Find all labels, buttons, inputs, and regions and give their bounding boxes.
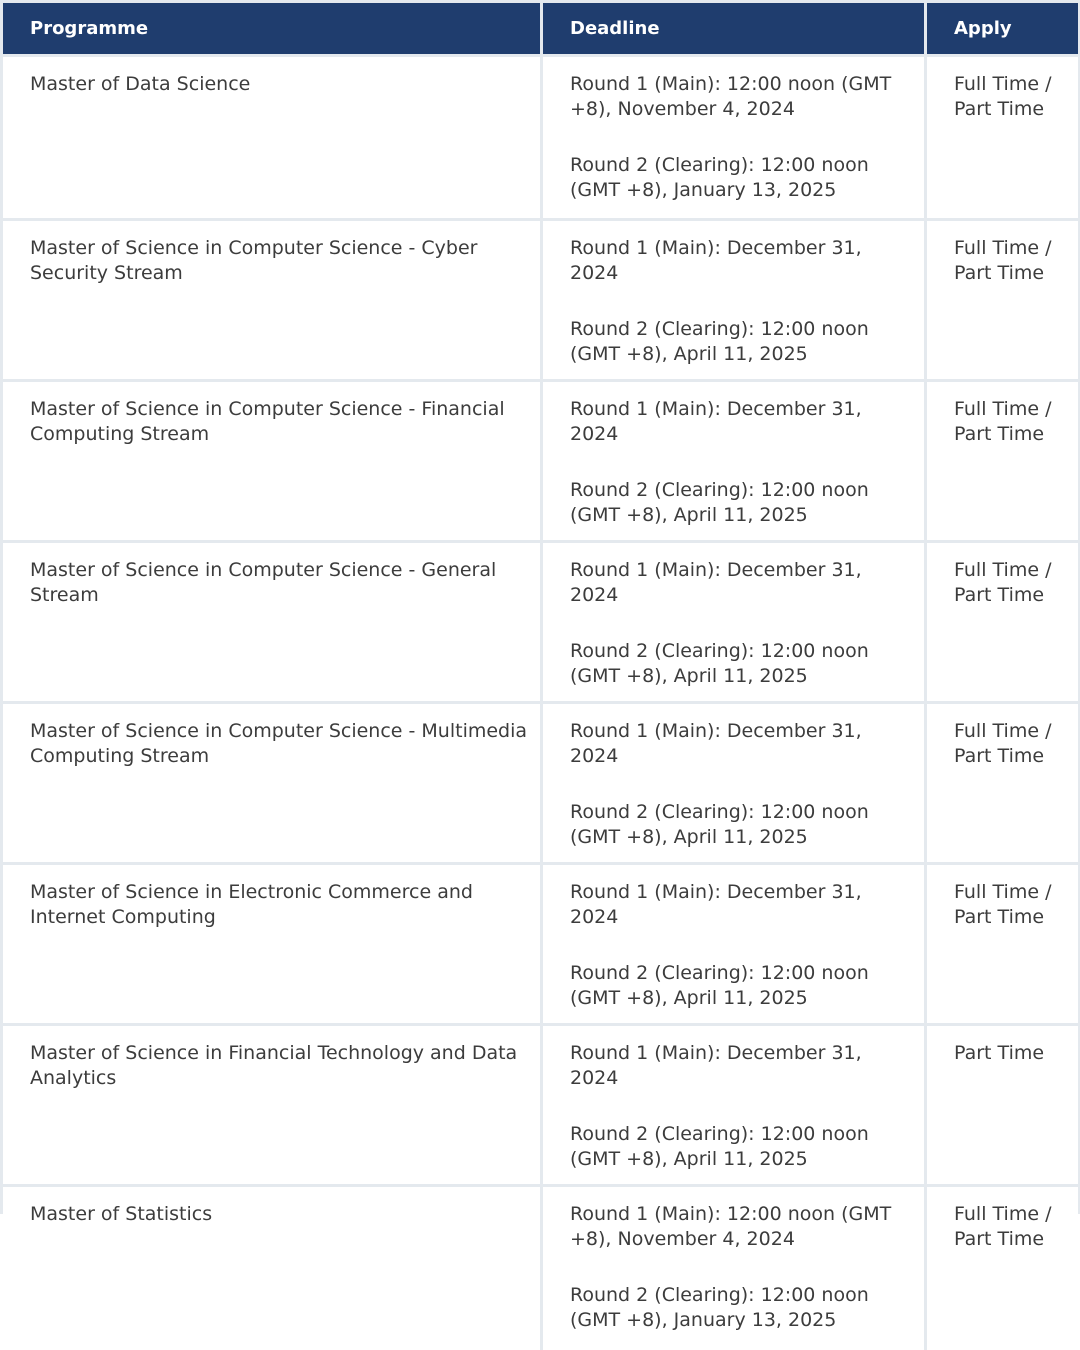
table-row [3, 57, 1078, 221]
round1-deadline: Round 1 (Main): December 31, 2024 [570, 1042, 862, 1089]
round2-deadline: Round 2 (Clearing): 12:00 noon (GMT +8), April 11, 2025 [570, 801, 869, 848]
round1-deadline: Round 1 (Main): 12:00 noon (GMT +8), November 4, 2024 [570, 73, 892, 120]
programme-cell: Master of Data Science [3, 57, 543, 221]
deadline-cell [543, 543, 927, 704]
table-row [3, 382, 1078, 543]
programme-cell: Master of Statistics [3, 1187, 543, 1350]
header-apply: Apply [927, 3, 1078, 57]
round2-deadline: Round 2 (Clearing): 12:00 noon (GMT +8), April 11, 2025 [570, 640, 869, 687]
table-row [3, 1187, 1078, 1350]
round1-deadline: Round 1 (Main): December 31, 2024 [570, 398, 862, 445]
table-row [3, 543, 1078, 704]
deadline-cell [543, 1026, 927, 1187]
table-header-row [3, 3, 1078, 57]
round2-deadline: Round 2 (Clearing): 12:00 noon (GMT +8), April 11, 2025 [570, 479, 869, 526]
table-row [3, 865, 1078, 1026]
round2-deadline: Round 2 (Clearing): 12:00 noon (GMT +8), January 13, 2025 [570, 154, 869, 201]
round1-deadline: Round 1 (Main): December 31, 2024 [570, 559, 862, 606]
programme-cell: Master of Science in Computer Science - Financial Computing Stream [3, 382, 543, 543]
round1-deadline: Round 1 (Main): December 31, 2024 [570, 881, 862, 928]
programme-cell: Master of Science in Financial Technology and Data Analytics [3, 1026, 543, 1187]
deadline-cell [543, 382, 927, 543]
round1-deadline: Round 1 (Main): 12:00 noon (GMT +8), November 4, 2024 [570, 1203, 892, 1250]
apply-cell: Full Time / Part Time [927, 704, 1078, 865]
apply-cell: Full Time / Part Time [927, 865, 1078, 1026]
apply-cell: Full Time / Part Time [927, 382, 1078, 543]
table-row [3, 221, 1078, 382]
round1-deadline: Round 1 (Main): December 31, 2024 [570, 237, 862, 284]
programme-cell: Master of Science in Electronic Commerce and Internet Computing [3, 865, 543, 1026]
apply-cell: Full Time / Part Time [927, 57, 1078, 221]
header-deadline: Deadline [543, 3, 927, 57]
programme-cell: Master of Science in Computer Science - Multimedia Computing Stream [3, 704, 543, 865]
apply-cell: Full Time / Part Time [927, 221, 1078, 382]
round2-deadline: Round 2 (Clearing): 12:00 noon (GMT +8), April 11, 2025 [570, 318, 869, 365]
deadline-cell [543, 704, 927, 865]
programme-cell: Master of Science in Computer Science - General Stream [3, 543, 543, 704]
apply-cell: Full Time / Part Time [927, 1187, 1078, 1350]
header-programme: Programme [3, 3, 543, 57]
deadline-cell [543, 865, 927, 1026]
apply-cell: Part Time [927, 1026, 1078, 1187]
apply-cell: Full Time / Part Time [927, 543, 1078, 704]
deadline-cell [543, 1187, 927, 1350]
programme-cell: Master of Science in Computer Science - Cyber Security Stream [3, 221, 543, 382]
round2-deadline: Round 2 (Clearing): 12:00 noon (GMT +8), April 11, 2025 [570, 962, 869, 1009]
table-row [3, 704, 1078, 865]
round2-deadline: Round 2 (Clearing): 12:00 noon (GMT +8), January 13, 2025 [570, 1284, 869, 1331]
round2-deadline: Round 2 (Clearing): 12:00 noon (GMT +8), April 11, 2025 [570, 1123, 869, 1170]
deadline-cell [543, 57, 927, 221]
table-row [3, 1026, 1078, 1187]
programme-deadline-table [3, 3, 1078, 1350]
deadline-cell [543, 221, 927, 382]
round1-deadline: Round 1 (Main): December 31, 2024 [570, 720, 862, 767]
